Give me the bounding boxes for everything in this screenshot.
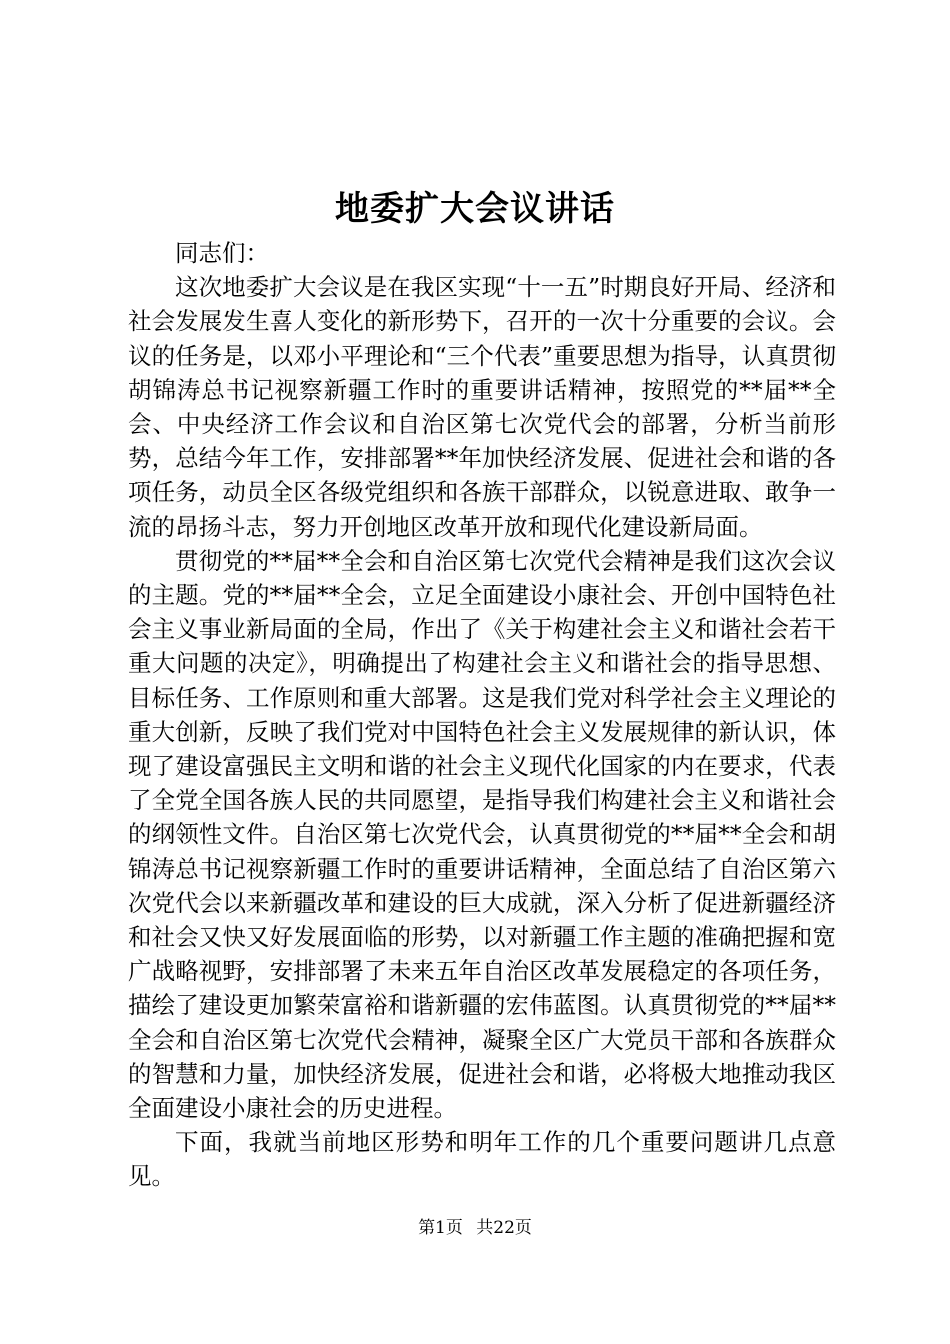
page-number: 第1页 <box>418 1218 463 1238</box>
document-body <box>128 236 836 1194</box>
page-footer <box>0 1216 950 1240</box>
salutation: 同志们： <box>175 239 269 267</box>
paragraph: 这次地委扩大会议是在我区实现“十一五”时期良好开局、经济和社会发展发生喜人变化的新形势下，召开的一次十分重要的会议。会议的任务是，以邓小平理论和“三个代表”重要思想为指导，认真贯彻胡锦涛总书记视察新疆工作时的重要讲话精神，按照党的**届**全会、中央经济工作会议和自治区第七次党代会的部署，分析当前形势，总结今年工作，安排部署**年加快经济发展、促进社会和谐的各项任务，动员全区各级党组织和各族干部群众，以锐意进取、敢争一流的昂扬斗志，努力开创地区改革开放和现代化建设新局面。 <box>128 273 836 541</box>
paragraph: 贯彻党的**届**全会和自治区第七次党代会精神是我们这次会议的主题。党的**届**全会，立足全面建设小康社会、开创中国特色社会主义事业新局面的全局，作出了《关于构建社会主义和谐社会若干重大问题的决定》，明确提出了构建社会主义和谐社会的指导思想、目标任务、工作原则和重大部署。这是我们党对科学社会主义理论的重大创新，反映了我们党对中国特色社会主义发展规律的新认识，体现了建设富强民主文明和谐的社会主义现代化国家的内在要求，代表了全党全国各族人民的共同愿望，是指导我们构建社会主义和谐社会的纲领性文件。自治区第七次党代会，认真贯彻党的**届**全会和胡锦涛总书记视察新疆工作时的重要讲话精神，全面总结了自治区第六次党代会以来新疆改革和建设的巨大成就，深入分析了促进新疆经济和社会又快又好发展面临的形势，以对新疆工作主题的准确把握和宽广战略视野，安排部署了未来五年自治区改革发展稳定的各项任务，描绘了建设更加繁荣富裕和谐新疆的宏伟蓝图。认真贯彻党的**届**全会和自治区第七次党代会精神，凝聚全区广大党员干部和各族群众的智慧和力量，加快经济发展，促进社会和谐，必将极大地推动我区全面建设小康社会的历史进程。 <box>128 546 836 1123</box>
page-total: 共22页 <box>476 1218 532 1238</box>
paragraph: 下面，我就当前地区形势和明年工作的几个重要问题讲几点意见。 <box>128 1128 836 1191</box>
document-title: 地委扩大会议讲话 <box>335 189 615 229</box>
